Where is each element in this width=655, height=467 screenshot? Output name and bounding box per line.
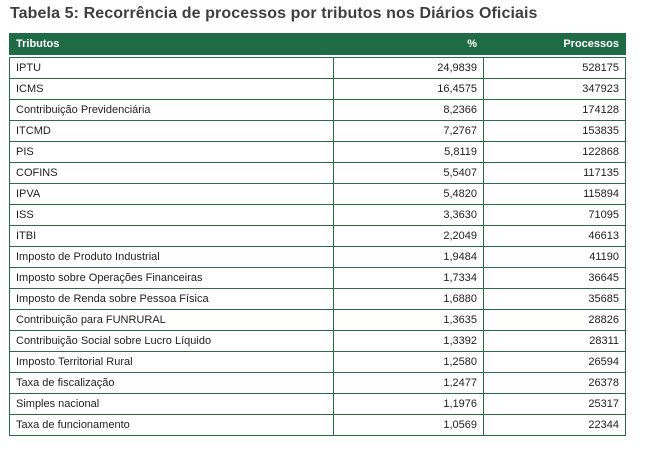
cell-processos: 25317 bbox=[484, 394, 626, 415]
table-row bbox=[10, 184, 626, 205]
cell-processos: 174128 bbox=[484, 100, 626, 121]
header-percent: % bbox=[334, 34, 484, 55]
cell-tributo: Contribuição para FUNRURAL bbox=[10, 310, 334, 331]
cell-processos: 528175 bbox=[484, 58, 626, 79]
table-title: Tabela 5: Recorrência de processos por tributos nos Diários Oficiais bbox=[10, 5, 538, 22]
cell-percent: 1,3635 bbox=[334, 310, 484, 331]
cell-processos: 26378 bbox=[484, 373, 626, 394]
table-row bbox=[10, 373, 626, 394]
cell-processos: 22344 bbox=[484, 415, 626, 436]
cell-percent: 5,5407 bbox=[334, 163, 484, 184]
cell-percent: 1,2580 bbox=[334, 352, 484, 373]
table-row bbox=[10, 289, 626, 310]
cell-tributo: Imposto de Renda sobre Pessoa Física bbox=[10, 289, 334, 310]
cell-percent: 16,4575 bbox=[334, 79, 484, 100]
cell-processos: 26594 bbox=[484, 352, 626, 373]
cell-percent: 24,9839 bbox=[334, 58, 484, 79]
cell-percent: 1,9484 bbox=[334, 247, 484, 268]
cell-percent: 1,6880 bbox=[334, 289, 484, 310]
table-row bbox=[10, 247, 626, 268]
tributos-table bbox=[9, 33, 626, 436]
table-body bbox=[10, 58, 626, 436]
cell-tributo: Contribuição Social sobre Lucro Líquido bbox=[10, 331, 334, 352]
cell-tributo: ITBI bbox=[10, 226, 334, 247]
table-row bbox=[10, 163, 626, 184]
table-header-row bbox=[10, 34, 626, 55]
table-row bbox=[10, 310, 626, 331]
table-row bbox=[10, 142, 626, 163]
table-row bbox=[10, 394, 626, 415]
cell-tributo: ITCMD bbox=[10, 121, 334, 142]
cell-processos: 41190 bbox=[484, 247, 626, 268]
cell-percent: 1,1976 bbox=[334, 394, 484, 415]
cell-percent: 7,2767 bbox=[334, 121, 484, 142]
table-row bbox=[10, 352, 626, 373]
cell-percent: 8,2366 bbox=[334, 100, 484, 121]
table-row bbox=[10, 268, 626, 289]
table-row bbox=[10, 205, 626, 226]
cell-tributo: IPTU bbox=[10, 58, 334, 79]
cell-percent: 3,3630 bbox=[334, 205, 484, 226]
table-row bbox=[10, 331, 626, 352]
cell-tributo: Imposto de Produto Industrial bbox=[10, 247, 334, 268]
cell-tributo: Imposto Territorial Rural bbox=[10, 352, 334, 373]
cell-processos: 35685 bbox=[484, 289, 626, 310]
cell-processos: 115894 bbox=[484, 184, 626, 205]
cell-percent: 1,3392 bbox=[334, 331, 484, 352]
cell-processos: 71095 bbox=[484, 205, 626, 226]
header-processos: Processos bbox=[484, 34, 626, 55]
cell-tributo: Imposto sobre Operações Financeiras bbox=[10, 268, 334, 289]
cell-tributo: IPVA bbox=[10, 184, 334, 205]
cell-processos: 46613 bbox=[484, 226, 626, 247]
cell-tributo: Taxa de fiscalização bbox=[10, 373, 334, 394]
cell-tributo: Contribuição Previdenciária bbox=[10, 100, 334, 121]
table-row bbox=[10, 100, 626, 121]
cell-processos: 153835 bbox=[484, 121, 626, 142]
table-row bbox=[10, 121, 626, 142]
cell-tributo: COFINS bbox=[10, 163, 334, 184]
cell-tributo: ICMS bbox=[10, 79, 334, 100]
cell-processos: 122868 bbox=[484, 142, 626, 163]
cell-percent: 1,0569 bbox=[334, 415, 484, 436]
cell-percent: 5,8119 bbox=[334, 142, 484, 163]
cell-tributo: PIS bbox=[10, 142, 334, 163]
cell-tributo: Simples nacional bbox=[10, 394, 334, 415]
cell-processos: 117135 bbox=[484, 163, 626, 184]
cell-processos: 28826 bbox=[484, 310, 626, 331]
cell-tributo: Taxa de funcionamento bbox=[10, 415, 334, 436]
cell-processos: 36645 bbox=[484, 268, 626, 289]
table-row bbox=[10, 415, 626, 436]
cell-percent: 1,7334 bbox=[334, 268, 484, 289]
cell-tributo: ISS bbox=[10, 205, 334, 226]
header-tributos: Tributos bbox=[10, 34, 334, 55]
cell-percent: 5,4820 bbox=[334, 184, 484, 205]
cell-processos: 347923 bbox=[484, 79, 626, 100]
table-row bbox=[10, 79, 626, 100]
cell-percent: 1,2477 bbox=[334, 373, 484, 394]
table-row bbox=[10, 58, 626, 79]
cell-percent: 2,2049 bbox=[334, 226, 484, 247]
cell-processos: 28311 bbox=[484, 331, 626, 352]
table-row bbox=[10, 226, 626, 247]
